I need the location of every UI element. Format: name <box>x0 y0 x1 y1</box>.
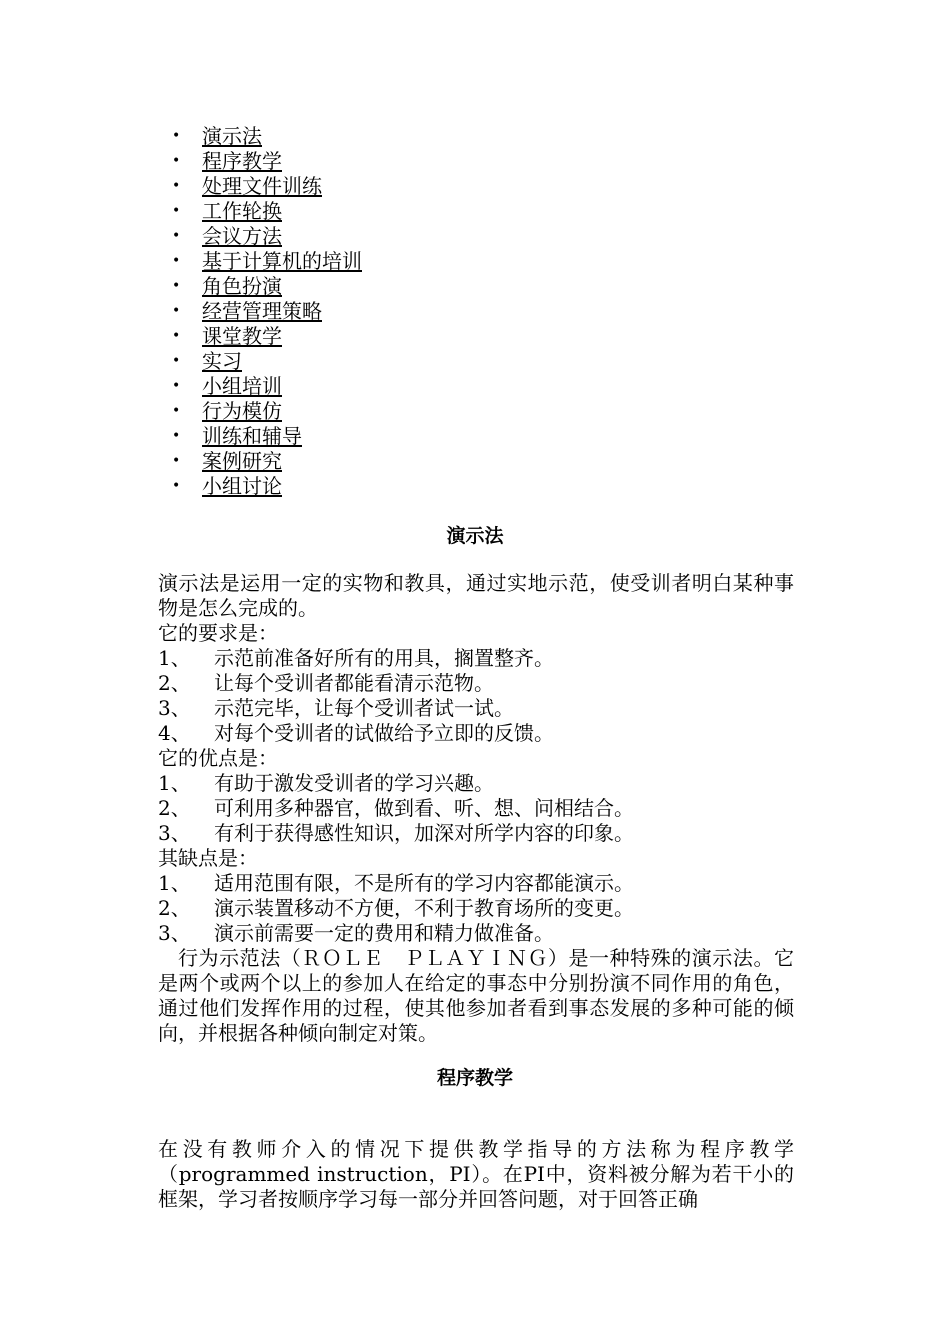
toc-link[interactable]: 角色扮演 <box>202 274 282 298</box>
toc-link[interactable]: 处理文件训练 <box>202 174 322 198</box>
list-item-number: 3、 <box>158 921 191 945</box>
advantages-list <box>158 771 794 846</box>
disadvantages-list <box>158 871 794 946</box>
table-of-contents <box>172 124 362 499</box>
toc-link[interactable]: 演示法 <box>202 124 262 148</box>
list-item-number: 2、 <box>158 796 191 820</box>
toc-item <box>172 224 362 249</box>
list-item <box>158 771 794 796</box>
bullet-icon: • <box>172 353 181 369</box>
toc-item <box>172 424 362 449</box>
list-item-text: 有助于激发受训者的学习兴趣。 <box>214 771 494 795</box>
list-item-number: 3、 <box>158 821 191 845</box>
list-item <box>158 896 794 921</box>
bullet-icon: • <box>172 128 181 144</box>
toc-item <box>172 124 362 149</box>
bullet-icon: • <box>172 153 181 169</box>
programmed-instruction-paragraph: 在没有教师介入的情况下提供教学指导的方法称为程序教学（programmed instruction，PI）。在PI中，资料被分解为若干小的框架，学习者按顺序学习每一部分并回答问题，对于回答正确 <box>158 1137 794 1211</box>
list-item <box>158 671 794 696</box>
toc-item <box>172 449 362 474</box>
bullet-icon: • <box>172 403 181 419</box>
list-item-text: 对每个受训者的试做给予立即的反馈。 <box>214 721 554 745</box>
advantages-label: 它的优点是： <box>158 746 278 770</box>
list-item-text: 演示装置移动不方便，不利于教育场所的变更。 <box>214 896 634 920</box>
list-item-text: 有利于获得感性知识，加深对所学内容的印象。 <box>214 821 634 845</box>
section-title-programmed-instruction: 程序教学 <box>436 1067 513 1089</box>
list-item-number: 3、 <box>158 696 191 720</box>
list-item-number: 2、 <box>158 671 191 695</box>
section-body-programmed-instruction <box>158 1137 794 1212</box>
section-body-demonstration <box>158 571 794 1046</box>
bullet-icon: • <box>172 253 181 269</box>
list-item <box>158 921 794 946</box>
list-item <box>158 821 794 846</box>
bullet-icon: • <box>172 378 181 394</box>
toc-item <box>172 199 362 224</box>
toc-link[interactable]: 程序教学 <box>202 149 282 173</box>
list-item-text: 示范完毕，让每个受训者试一试。 <box>214 696 514 720</box>
toc-link[interactable]: 实习 <box>202 349 242 373</box>
toc-link[interactable]: 基于计算机的培训 <box>202 249 362 273</box>
list-item <box>158 646 794 671</box>
toc-item <box>172 249 362 274</box>
list-item-number: 2、 <box>158 896 191 920</box>
toc-link[interactable]: 行为模仿 <box>202 399 282 423</box>
disadvantages-label: 其缺点是： <box>158 846 258 870</box>
toc-item <box>172 174 362 199</box>
toc-item <box>172 474 362 499</box>
toc-link[interactable]: 工作轮换 <box>202 199 282 223</box>
toc-link[interactable]: 训练和辅导 <box>202 424 302 448</box>
bullet-icon: • <box>172 328 181 344</box>
intro-paragraph: 演示法是运用一定的实物和教具，通过实地示范，使受训者明白某种事物是怎么完成的。 <box>158 571 794 620</box>
list-item-text: 可利用多种器官，做到看、听、想、问相结合。 <box>214 796 634 820</box>
role-playing-paragraph: 行为示范法（ＲＯＬＥ ＰＬＡＹＩＮＧ）是一种特殊的演示法。它是两个或两个以上的参加人在给定的事态中分别扮演不同作用的角色，通过他们发挥作用的过程，使其他参加者看到事态发展的多种可能的倾向，并根据各种倾向制定对策。 <box>158 946 794 1045</box>
toc-item <box>172 349 362 374</box>
toc-item <box>172 274 362 299</box>
list-item-number: 1、 <box>158 871 191 895</box>
list-item <box>158 721 794 746</box>
section-title-demonstration: 演示法 <box>446 525 504 547</box>
toc-item <box>172 374 362 399</box>
list-item-text: 示范前准备好所有的用具，搁置整齐。 <box>214 646 554 670</box>
toc-link[interactable]: 案例研究 <box>202 449 282 473</box>
list-item-number: 4、 <box>158 721 191 745</box>
toc-item <box>172 324 362 349</box>
list-item-text: 演示前需要一定的费用和精力做准备。 <box>214 921 554 945</box>
bullet-icon: • <box>172 478 181 494</box>
toc-item <box>172 299 362 324</box>
bullet-icon: • <box>172 303 181 319</box>
toc-link[interactable]: 课堂教学 <box>202 324 282 348</box>
requirements-list <box>158 646 794 746</box>
toc-link[interactable]: 小组讨论 <box>202 474 282 498</box>
toc-link[interactable]: 经营管理策略 <box>202 299 322 323</box>
list-item <box>158 696 794 721</box>
list-item-number: 1、 <box>158 771 191 795</box>
toc-link[interactable]: 小组培训 <box>202 374 282 398</box>
bullet-icon: • <box>172 428 181 444</box>
toc-link[interactable]: 会议方法 <box>202 224 282 248</box>
bullet-icon: • <box>172 278 181 294</box>
bullet-icon: • <box>172 178 181 194</box>
list-item-text: 适用范围有限，不是所有的学习内容都能演示。 <box>214 871 634 895</box>
bullet-icon: • <box>172 228 181 244</box>
bullet-icon: • <box>172 203 181 219</box>
toc-item <box>172 149 362 174</box>
list-item-number: 1、 <box>158 646 191 670</box>
list-item <box>158 796 794 821</box>
requirements-label: 它的要求是： <box>158 621 278 645</box>
bullet-icon: • <box>172 453 181 469</box>
list-item <box>158 871 794 896</box>
list-item-text: 让每个受训者都能看清示范物。 <box>214 671 494 695</box>
toc-item <box>172 399 362 424</box>
